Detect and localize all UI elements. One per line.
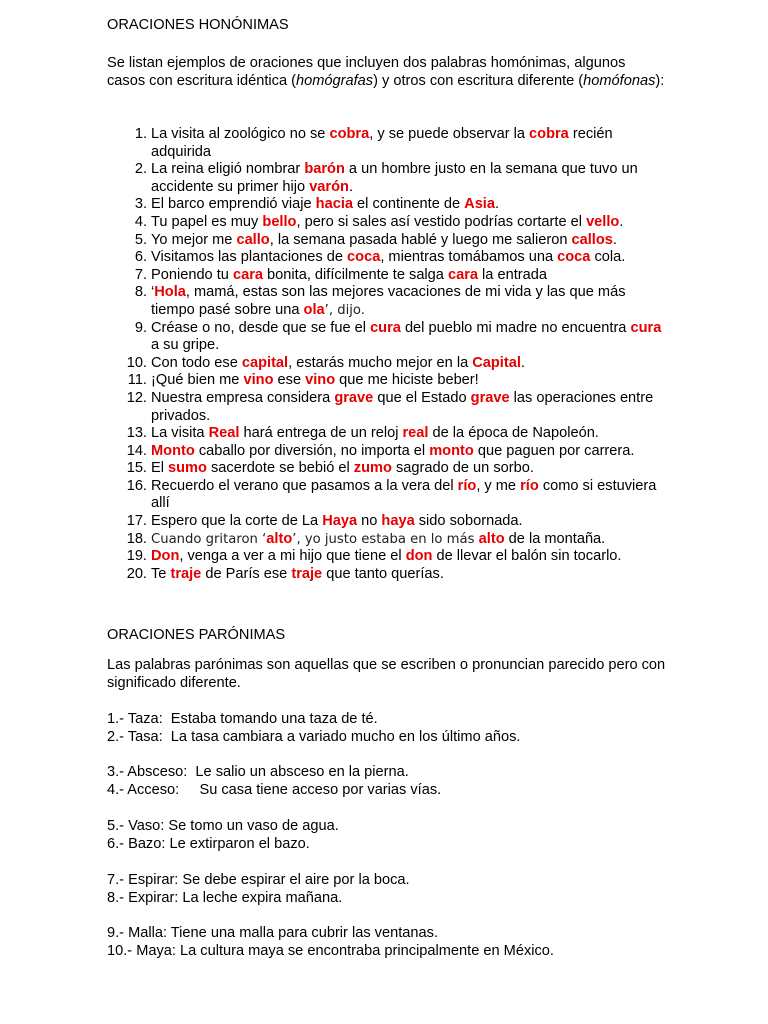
homonym-word: monto xyxy=(429,442,474,459)
homonym-word: ola xyxy=(303,301,325,318)
paronym-line: 5.- Vaso: Se tomo un vaso de agua. xyxy=(107,818,339,834)
homonym-sentence xyxy=(107,425,667,443)
homonym-sentence xyxy=(107,196,667,214)
homonym-word: real xyxy=(402,425,429,442)
homonym-sentence xyxy=(107,390,667,425)
sentence-text: Te xyxy=(151,565,171,582)
sentence-text: La visita xyxy=(151,425,209,442)
homonym-word: cobra xyxy=(329,126,370,142)
sentence-text: cola. xyxy=(590,249,626,266)
paronym-pair-group xyxy=(107,818,667,853)
sentence-text: como si estuviera allí xyxy=(151,477,657,512)
sentence-text: ‘ xyxy=(151,284,155,301)
homonym-word: varón xyxy=(309,178,349,195)
homonym-sentence xyxy=(107,232,667,250)
list-number: 18. xyxy=(126,530,147,547)
homonym-word: Capital xyxy=(472,354,521,371)
homonym-word: Asia xyxy=(464,196,495,213)
sentence-text: , la semana pasada hablé y luego me salieron xyxy=(269,231,572,248)
sentence-text: de la montaña. xyxy=(504,530,606,547)
homonym-word: zumo xyxy=(353,460,392,477)
list-number: 12. xyxy=(126,389,147,406)
sentence-text: , y me xyxy=(476,477,521,494)
sentence-text: Visitamos las plantaciones de xyxy=(151,249,348,266)
homonym-sentence xyxy=(107,460,667,478)
homonym-word: traje xyxy=(170,565,202,582)
paronym-line: 8.- Expirar: La leche expira mañana. xyxy=(107,889,343,906)
sentence-text: Nuestra empresa considera xyxy=(151,389,335,406)
homonym-word: traje xyxy=(291,565,323,582)
sentence-text: , pero si sales así vestido podrías cortarte el xyxy=(296,213,587,230)
sentence-text: hará entrega de un reloj xyxy=(239,425,403,442)
sentence-text: La reina eligió nombrar xyxy=(151,161,305,178)
list-number: 6. xyxy=(134,249,147,266)
paronym-pair-group xyxy=(107,872,667,907)
intro-paragraph-homonimas: Se listan ejemplos de oraciones que incluyen dos palabras homónimas, algunos casos con escritura idéntica (homógrafas) y otros con escritura diferente (homófonas): xyxy=(107,55,665,89)
homonym-sentence xyxy=(107,284,667,319)
homonym-word: Real xyxy=(208,425,240,442)
sentence-text: . xyxy=(619,213,624,230)
homonym-sentence xyxy=(107,513,667,531)
homonym-word: grave xyxy=(470,389,510,406)
paronym-line: 9.- Malla: Tiene una malla para cubrir las ventanas. xyxy=(107,925,438,941)
sentence-text: de llevar el balón sin tocarlo. xyxy=(432,548,622,565)
homonym-sentence xyxy=(107,372,667,390)
homonym-word: alto xyxy=(266,530,293,547)
homonym-sentence xyxy=(107,443,667,461)
homonym-word: vino xyxy=(243,372,274,389)
list-number: 10. xyxy=(126,354,147,371)
paronym-pair-group xyxy=(107,764,667,799)
list-number: 9. xyxy=(134,319,147,336)
sentence-text: las operaciones entre privados. xyxy=(151,389,654,424)
list-number: 13. xyxy=(126,425,147,442)
list-number: 4. xyxy=(134,213,147,230)
sentence-text: que tanto querías. xyxy=(322,565,444,582)
homonym-word: hacia xyxy=(315,196,353,213)
homonym-word: grave xyxy=(334,389,374,406)
sentence-text: Con todo ese xyxy=(151,354,242,371)
sentence-text: , venga a ver a mi hijo que tiene el xyxy=(179,548,406,565)
list-number: 20. xyxy=(126,565,147,582)
homonym-sentence xyxy=(107,320,667,355)
homonym-word: vino xyxy=(305,372,336,389)
homonym-sentence xyxy=(107,531,667,549)
homonym-sentence xyxy=(107,249,667,267)
sentence-text: sagrado de un sorbo. xyxy=(391,460,534,477)
homonym-sentence xyxy=(107,126,667,161)
sentence-text: el continente de xyxy=(353,196,465,213)
paronym-line: 7.- Espirar: Se debe espirar el aire por la boca. xyxy=(107,872,410,888)
homonym-word: bello xyxy=(262,213,297,230)
sentence-text: ’, yo justo estaba en lo más xyxy=(292,531,479,547)
homonym-word: río xyxy=(457,477,477,494)
sentence-text: del pueblo mi madre no encuentra xyxy=(400,319,631,336)
sentence-text: ese xyxy=(273,372,306,389)
sentence-text: Espero que la corte de La xyxy=(151,513,323,530)
homonym-word: cara xyxy=(447,266,478,283)
sentence-text: que paguen por carrera. xyxy=(473,442,635,459)
homonym-word: coca xyxy=(557,249,591,266)
sentence-text: la entrada xyxy=(478,266,547,283)
sentence-text: sido sobornada. xyxy=(414,513,523,530)
sentence-text: Créase o no, desde que se fue el xyxy=(151,319,371,336)
homonym-sentence xyxy=(107,566,667,584)
list-number: 2. xyxy=(134,161,147,178)
homonym-word: sumo xyxy=(168,460,207,477)
homonym-word: cura xyxy=(370,319,401,336)
sentence-text: . xyxy=(612,231,617,248)
paronym-line: 6.- Bazo: Le extirparon el bazo. xyxy=(107,835,310,852)
sentence-text: La visita al zoológico no se xyxy=(151,126,330,142)
sentence-text: El barco emprendió viaje xyxy=(151,196,316,213)
sentence-text: ’, dijo. xyxy=(324,302,365,318)
sentence-text: de la época de Napoleón. xyxy=(428,425,599,442)
homonym-word: callos xyxy=(571,231,613,248)
homonym-word: barón xyxy=(304,161,345,178)
homonym-word: Hola xyxy=(154,284,186,301)
sentence-text: , mientras tomábamos una xyxy=(380,249,558,266)
sentence-text: Recuerdo el verano que pasamos a la vera del xyxy=(151,477,458,494)
paronym-pair-group xyxy=(107,925,667,960)
homonym-word: río xyxy=(520,477,539,494)
paronym-line: 1.- Taza: Estaba tomando una taza de té. xyxy=(107,711,378,727)
list-number: 1. xyxy=(134,126,147,142)
sentence-text: . xyxy=(494,196,500,213)
sentence-text: Yo mejor me xyxy=(151,231,237,248)
list-number: 11. xyxy=(127,372,147,389)
sentence-text: Tu papel es muy xyxy=(151,213,263,230)
homonym-word: alto xyxy=(478,530,505,547)
homonym-sentence xyxy=(107,214,667,232)
homonym-word: haya xyxy=(381,513,415,530)
sentence-text: bonita, difícilmente te salga xyxy=(263,266,448,283)
sentence-text: Cuando gritaron ‘ xyxy=(151,531,267,547)
list-number: 14. xyxy=(126,442,147,459)
homonym-word: cobra xyxy=(529,126,569,142)
homonym-word: cara xyxy=(232,266,263,283)
homonym-word: don xyxy=(405,548,433,565)
intro-paragraph-paronimas: Las palabras parónimas son aquellas que se escriben o pronuncian parecido pero con significado diferente. xyxy=(107,657,666,691)
homonym-word: Don xyxy=(151,548,180,565)
homonym-word: vello xyxy=(586,213,620,230)
homonym-sentence xyxy=(107,267,667,285)
sentence-text: caballo por diversión, no importa el xyxy=(194,442,430,459)
paronym-line: 2.- Tasa: La tasa cambiara a variado mucho en los último años. xyxy=(107,728,521,745)
sentence-text: sacerdote se bebió el xyxy=(206,460,354,477)
paronym-line: 3.- Absceso: Le salio un absceso en la pierna. xyxy=(107,764,409,780)
sentence-text: a su gripe. xyxy=(151,337,220,354)
homonym-word: Monto xyxy=(151,442,195,459)
paronym-pair-group xyxy=(107,711,667,746)
sentence-text: Poniendo tu xyxy=(151,266,233,283)
sentence-text: . xyxy=(348,178,353,195)
sentence-text: , mamá, estas son las mejores vacaciones de mi vida y las que más tiempo pasé sobre una xyxy=(151,284,626,318)
sentence-text: que me hiciste beber! xyxy=(335,372,479,389)
list-number: 19. xyxy=(126,548,147,565)
section-title-paronimas: ORACIONES PARÓNIMAS xyxy=(107,627,286,643)
sentence-text: recién adquirida xyxy=(151,126,613,160)
homonym-sentence xyxy=(107,161,667,196)
section-title-homonimas: ORACIONES HONÓNIMAS xyxy=(107,17,289,33)
homonym-word: cura xyxy=(630,319,662,336)
list-number: 5. xyxy=(134,231,147,248)
homonym-sentence xyxy=(107,355,667,373)
list-number: 16. xyxy=(126,477,147,494)
homonym-word: coca xyxy=(347,249,381,266)
list-number: 3. xyxy=(134,196,147,213)
homonym-word: capital xyxy=(241,354,289,371)
sentence-text: . xyxy=(520,354,525,371)
homonym-word: callo xyxy=(236,231,270,248)
sentence-text: no xyxy=(357,513,382,530)
sentence-text: a un hombre justo en la semana que tuvo un accidente su primer hijo xyxy=(151,161,638,195)
sentence-text: ¡Qué bien me xyxy=(151,372,244,389)
sentence-text: , y se puede observar la xyxy=(369,126,530,142)
paronym-line: 10.- Maya: La cultura maya se encontraba principalmente en México. xyxy=(107,942,554,959)
homonym-sentence xyxy=(107,548,667,566)
homonym-sentence xyxy=(107,478,667,513)
sentence-text: que el Estado xyxy=(373,389,471,406)
list-number: 15. xyxy=(126,460,147,477)
sentence-text: El xyxy=(151,460,169,477)
list-number: 7. xyxy=(134,266,147,283)
list-number: 17. xyxy=(126,513,147,530)
list-number: 8. xyxy=(134,284,147,301)
sentence-text: , estarás mucho mejor en la xyxy=(288,354,473,371)
sentence-text: de París ese xyxy=(201,565,292,582)
homonym-sentence-list xyxy=(107,126,667,583)
homonym-word: Haya xyxy=(322,513,358,530)
paronym-line: 4.- Acceso: Su casa tiene acceso por varias vías. xyxy=(107,781,442,798)
